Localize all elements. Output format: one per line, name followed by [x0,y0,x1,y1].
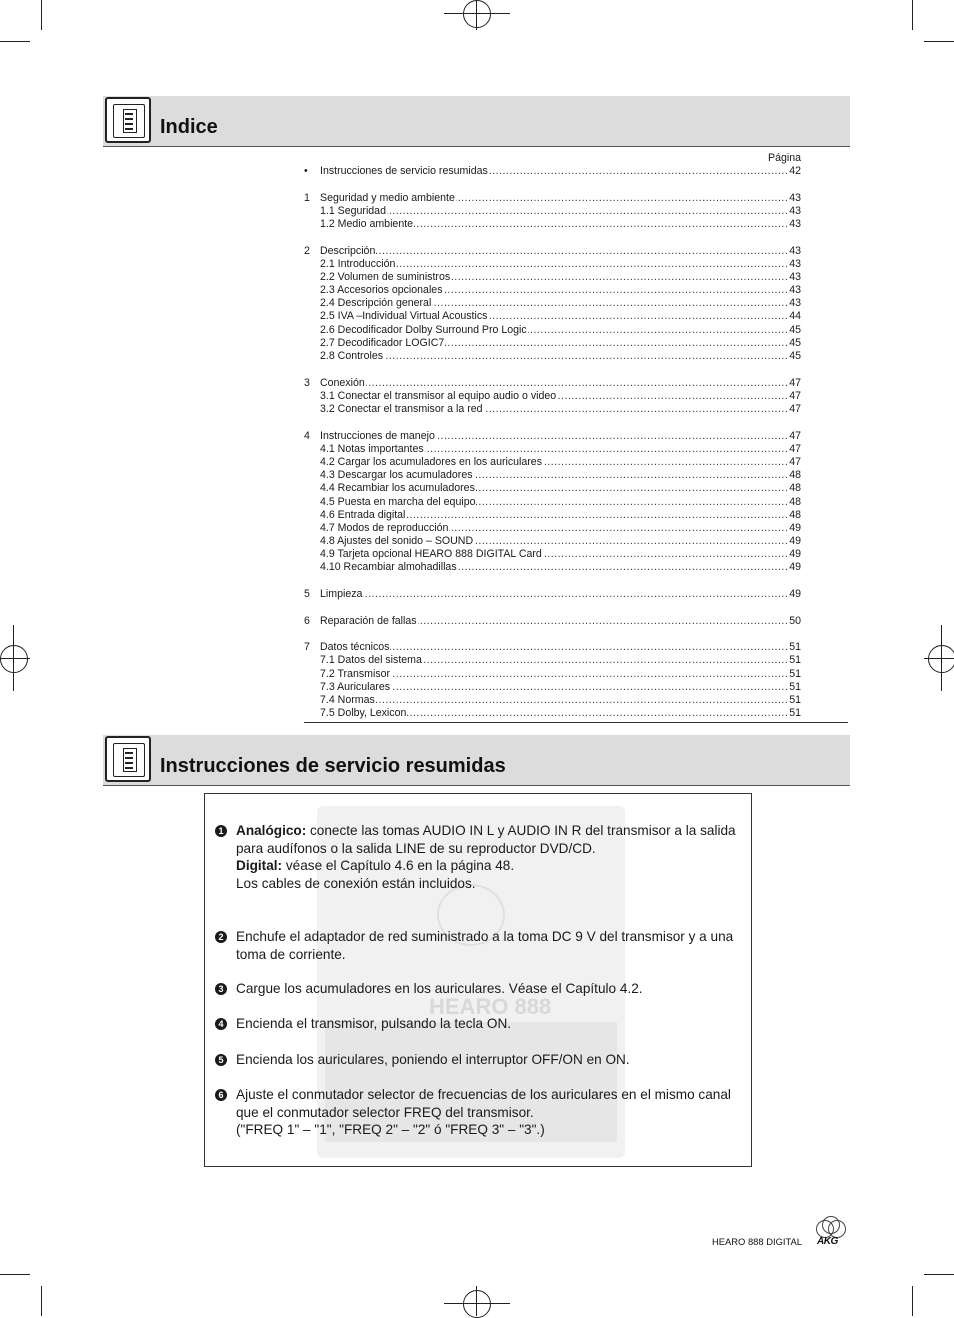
toc-entry-label: 4.7 Modos de reproducción [320,521,449,534]
toc-entry-page: 47 [789,442,801,455]
toc-entry[interactable] [304,522,848,535]
quick-instructions-box [204,793,752,1167]
document-icon [105,736,151,782]
toc-entry-label: 1.2 Medio ambiente [320,217,414,230]
toc-entry-label: Seguridad y medio ambiente [320,191,455,204]
toc-entry-page: 49 [789,588,801,601]
toc-entry-label-wrap [320,245,801,258]
registration-mark [463,1290,491,1318]
toc-entry-page: 44 [789,310,801,323]
toc-entry-page: 49 [789,521,801,534]
toc-entry-label-wrap [320,205,801,218]
toc-entry-label-wrap [320,588,801,601]
toc-entry-label-wrap [320,165,801,178]
registration-cross [0,658,30,659]
toc-gap [304,628,848,641]
toc-entry[interactable] [304,258,848,271]
instruction-item [215,928,739,963]
toc-entry[interactable] [304,390,848,403]
toc-entry-label: 7.2 Transmisor [320,667,391,680]
crop-mark [912,0,913,30]
toc-entry-label-wrap [320,522,801,535]
toc-entry-label-wrap [320,284,801,297]
item-text: Encienda los auriculares, poniendo el interruptor OFF/ON en ON. [236,1052,630,1067]
item-text: Encienda el transmisor, pulsando la tecla ON. [236,1016,512,1031]
toc-entry-label: Instrucciones de manejo [320,429,435,442]
toc-entry[interactable] [304,561,848,574]
toc-entry-label: 4.9 Tarjeta opcional HEARO 888 DIGITAL Card [320,548,542,561]
toc-entry-page: 48 [789,508,801,521]
toc-entry-page: 48 [789,482,801,495]
toc-entry[interactable] [304,535,848,548]
toc-entry[interactable] [304,165,848,178]
toc-entry-label: 7.3 Auriculares [320,680,391,693]
toc-entry-label: Conexión [320,376,365,389]
bullet-number: 1 [215,825,227,837]
toc-entry[interactable] [304,641,848,654]
item-lead: Digital: [236,858,283,874]
toc-entry[interactable] [304,350,848,363]
toc-entry-page: 43 [789,297,801,310]
toc-entry-number: 5 [304,588,310,601]
toc-entry[interactable] [304,469,848,482]
toc-entry[interactable] [304,430,848,443]
toc-entry[interactable] [304,324,848,337]
toc-entry-label-wrap [320,443,801,456]
toc-entry[interactable] [304,707,848,720]
footer-product-name: HEARO 888 DIGITAL [712,1236,802,1247]
toc-entry-label: Descripción [320,244,376,257]
toc-entry-label-wrap [320,668,801,681]
toc-entry-label: 2.5 IVA –Individual Virtual Acoustics [320,310,488,323]
toc-entry-page: 43 [789,257,801,270]
toc-entry-page: 43 [789,217,801,230]
item-text: ("FREQ 1" – "1", "FREQ 2" – "2" ó "FREQ 3" – "3".) [236,1122,545,1138]
toc-entry-label: 1.1 Seguridad [320,204,386,217]
toc-entry-label: Datos técnicos [320,641,390,654]
toc-entry-label: Reparación de fallas [320,614,417,627]
toc-entry-label-wrap [320,654,801,667]
item-lead: Analógico: [236,823,307,838]
toc-entry-label: 4.8 Ajustes del sonido – SOUND [320,535,474,548]
toc-entry[interactable] [304,548,848,561]
toc-entry-number: 6 [304,614,310,627]
toc-entry-label-wrap [320,548,801,561]
toc-entry-label-wrap [320,403,801,416]
crop-mark [924,1274,954,1275]
toc-entry-label-wrap [320,469,801,482]
toc-entry-page: 47 [789,402,801,415]
toc-gap [304,416,848,429]
registration-cross [444,13,510,14]
toc-entry-label: 7.4 Normas [320,693,375,706]
item-text: Los cables de conexión están incluidos. [236,875,476,891]
toc-gap [304,178,848,191]
section-header-indice [103,96,850,147]
toc-entry-label-wrap [320,535,801,548]
toc-entry-number: 4 [304,429,310,442]
toc-entry[interactable] [304,245,848,258]
toc-entry-page: 45 [789,323,801,336]
toc-entry[interactable] [304,271,848,284]
toc-entry-label-wrap [320,192,801,205]
divider [304,722,848,723]
toc-entry-page: 43 [789,244,801,257]
toc-gap [304,601,848,614]
toc-entry-label: 2.1 Introducción [320,257,396,270]
crop-mark [0,41,30,42]
instruction-item [215,980,739,998]
registration-cross [476,1286,477,1316]
toc-entry[interactable] [304,668,848,681]
toc-entry[interactable] [304,297,848,310]
toc-entry[interactable] [304,443,848,456]
toc-entry-label: 2.6 Decodificador Dolby Surround Pro Logic [320,323,527,336]
toc-entry-label-wrap [320,377,801,390]
instruction-item [215,1086,739,1139]
toc-entry[interactable] [304,218,848,231]
instruction-item [215,1015,739,1033]
toc-entry[interactable] [304,654,848,667]
toc-entry-label: 4.4 Recambiar los acumuladores [320,482,475,495]
toc-entry-label: 4.10 Recambiar almohadillas [320,561,457,574]
toc-entry-page: 43 [789,191,801,204]
toc-entry[interactable] [304,615,848,628]
toc-entry-page: 45 [789,350,801,363]
toc-entry-label: Limpieza [320,588,363,601]
item-text: véase el Capítulo 4.6 en la página 48. [282,858,515,874]
toc-entry-page: 45 [789,336,801,349]
toc-entry-page: 51 [789,654,801,667]
bullet-number: 4 [215,1018,227,1030]
toc-entry-label: 2.4 Descripción general [320,297,432,310]
crop-mark [924,41,954,42]
toc-entry[interactable] [304,681,848,694]
crop-mark [912,1286,913,1316]
toc-entry[interactable] [304,337,848,350]
toc-entry-page: 47 [789,376,801,389]
toc-entry-number: • [304,165,308,177]
toc-entry-label-wrap [320,694,801,707]
item-text: Ajuste el conmutador selector de frecuencias de los auriculares en el mismo canal que el conmutador selector FREQ del transmisor. [236,1087,731,1120]
bullet-number: 2 [215,931,227,943]
registration-cross [444,1303,510,1304]
toc-entry-page: 51 [789,707,801,720]
toc-entry[interactable] [304,588,848,601]
crop-mark [41,0,42,30]
toc-entry-page: 42 [789,165,801,177]
toc-entry-label-wrap [320,430,801,443]
toc-entry-label: 4.5 Puesta en marcha del equipo [320,495,476,508]
toc-entry-number: 7 [304,641,310,654]
toc-entry-label: Instrucciones de servicio resumidas [320,165,488,177]
toc-entry-label-wrap [320,218,801,231]
toc-entry-page: 48 [789,469,801,482]
section-title: Indice [160,116,218,138]
toc-entry-label-wrap [320,324,801,337]
registration-mark [0,645,28,673]
toc-entry-label-wrap [320,337,801,350]
toc-entry-label: 2.8 Controles [320,350,384,363]
toc-entry-page: 49 [789,548,801,561]
toc-entry-label: 2.2 Volumen de suministros [320,270,451,283]
instruction-item [215,822,739,892]
toc-entry[interactable] [304,284,848,297]
toc-entry-label: 7.5 Dolby, Lexicon [320,707,407,720]
toc-entry-label-wrap [320,310,801,323]
toc-entry[interactable] [304,509,848,522]
toc-entry[interactable] [304,310,848,323]
toc-entry-label: 3.1 Conectar el transmisor al equipo audio o video [320,389,557,402]
toc-entry[interactable] [304,403,848,416]
toc-entry-number: 2 [304,244,310,257]
toc-entry-number: 1 [304,191,310,204]
toc-entry-page: 43 [789,204,801,217]
toc-entry-label-wrap [320,707,801,720]
toc-entry-label-wrap [320,271,801,284]
registration-cross [476,0,477,30]
watermark-brand: HEARO 888 [429,994,552,1019]
toc-entry[interactable] [304,496,848,509]
toc-entry-label-wrap [320,681,801,694]
toc-entry-page: 43 [789,284,801,297]
toc-entry-page: 47 [789,429,801,442]
crop-mark [0,1274,30,1275]
toc-entry-page: 43 [789,270,801,283]
toc-entry-label-wrap [320,456,801,469]
toc-entry-label-wrap [320,641,801,654]
toc-entry-number: 3 [304,376,310,389]
toc-entry-label: 4.2 Cargar los acumuladores en los auriculares [320,455,542,468]
toc-entry-label: 2.7 Decodificador LOGIC7 [320,336,445,349]
toc-gap [304,363,848,376]
toc-entry-page: 47 [789,389,801,402]
toc-entry-label-wrap [320,297,801,310]
bullet-number: 6 [215,1089,227,1101]
toc-entry-label-wrap [320,258,801,271]
toc-entry[interactable] [304,456,848,469]
toc-entry-label-wrap [320,496,801,509]
toc-entry-label-wrap [320,390,801,403]
toc-entry-label: 4.3 Descargar los acumuladores [320,469,473,482]
section-title: Instrucciones de servicio resumidas [160,755,506,777]
toc-entry-label: 7.1 Datos del sistema [320,654,422,667]
crop-mark [41,1286,42,1316]
toc-entry-label: 2.3 Accesorios opcionales [320,284,443,297]
toc-entry-label: 4.1 Notas importantes [320,442,424,455]
toc-entry-label-wrap [320,482,801,495]
toc-entry-page: 51 [789,667,801,680]
toc-entry-page: 51 [789,641,801,654]
toc-entry-page: 51 [789,680,801,693]
toc-entry-page: 47 [789,455,801,468]
bullet-number: 3 [215,983,227,995]
toc-entry-label-wrap [320,615,801,628]
toc-entry[interactable] [304,377,848,390]
akg-logo [814,1216,850,1248]
toc-entry-page: 49 [789,561,801,574]
toc-entry-page: 50 [789,614,801,627]
item-text: Enchufe el adaptador de red suministrado a la toma DC 9 V del transmisor y a una toma de corriente. [236,929,734,962]
toc-gap [304,575,848,588]
toc-entry-label: 4.6 Entrada digital [320,508,406,521]
logo-text: AKG [817,1236,838,1247]
item-text: conecte las tomas AUDIO IN L y AUDIO IN R del transmisor a la salida para audífonos o la salida LINE de su reproductor DVD/CD. [236,823,736,856]
toc-page-header: Página [768,152,801,164]
toc-entry-page: 49 [789,535,801,548]
registration-cross [924,658,954,659]
toc-entry-label-wrap [320,509,801,522]
toc-entry-page: 51 [789,693,801,706]
toc-gap [304,231,848,244]
toc-entry-label: 3.2 Conectar el transmisor a la red [320,402,483,415]
table-of-contents [304,152,848,720]
bullet-number: 5 [215,1054,227,1066]
toc-entry-page: 48 [789,495,801,508]
registration-mark [463,0,491,28]
instruction-item [215,1051,739,1069]
toc-entry[interactable] [304,694,848,707]
toc-entry-label-wrap [320,350,801,363]
toc-entry-label-wrap [320,561,801,574]
toc-entry[interactable] [304,482,848,495]
section-header-resumidas [103,735,850,786]
document-icon [105,97,151,143]
item-text: Cargue los acumuladores en los auriculares. Véase el Capítulo 4.2. [236,981,643,996]
toc-entry[interactable] [304,205,848,218]
toc-entry[interactable] [304,192,848,205]
